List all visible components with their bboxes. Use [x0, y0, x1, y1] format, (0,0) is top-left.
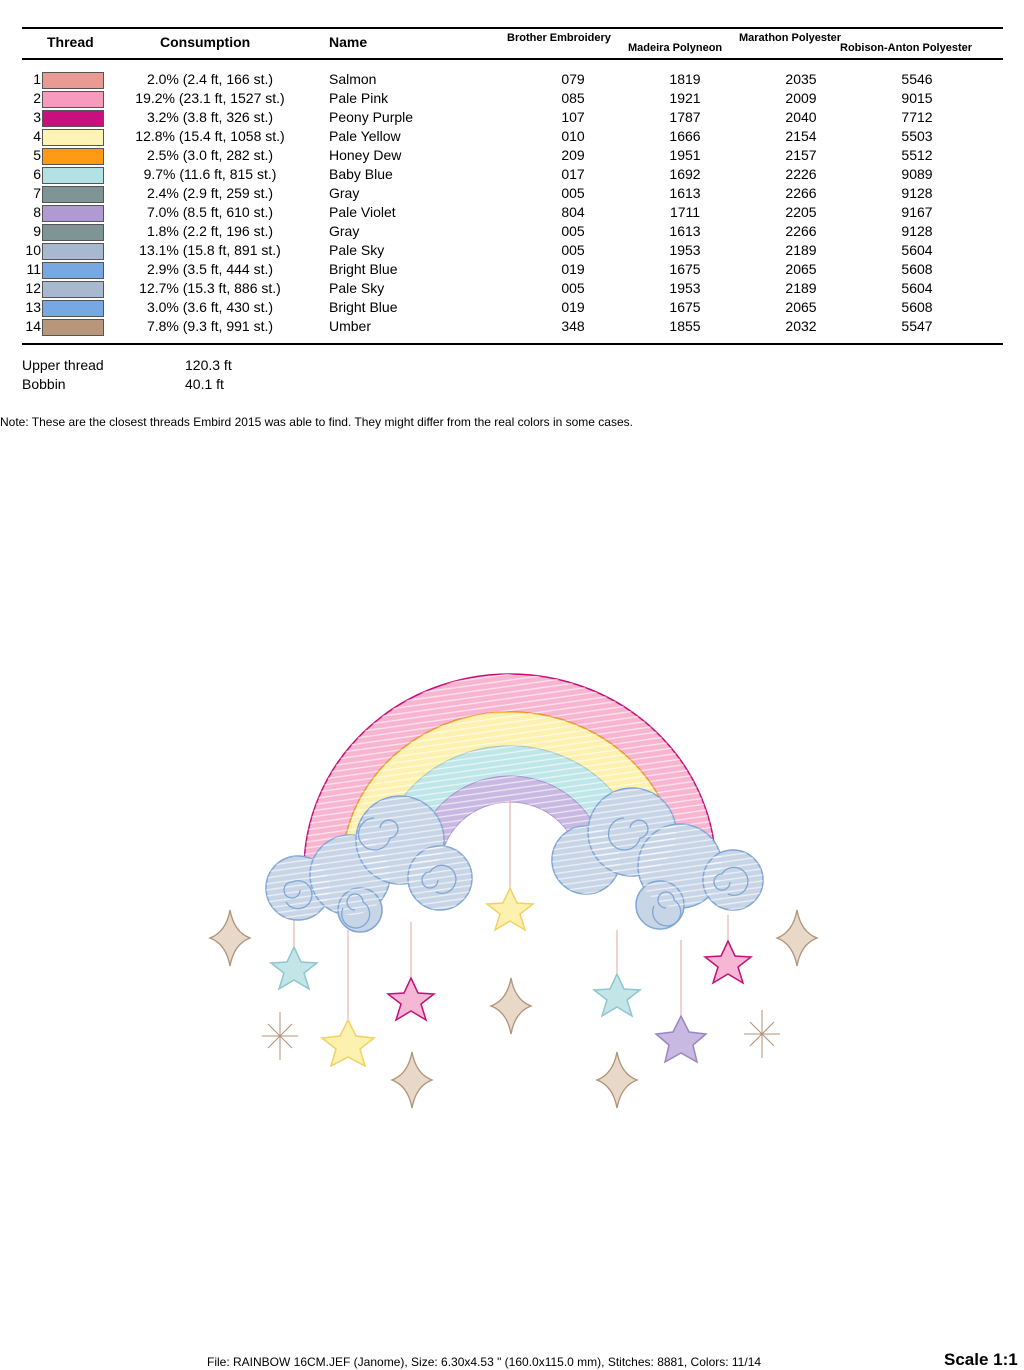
thread-consumption: 7.0% (8.5 ft, 610 st.) [146, 204, 274, 220]
robison-code: 9015 [901, 90, 933, 106]
robison-code: 5512 [901, 147, 933, 163]
marathon-code: 2189 [785, 242, 817, 258]
thread-consumption: 7.8% (9.3 ft, 991 st.) [146, 318, 274, 334]
header-thread: Thread [47, 34, 94, 50]
table-bottom-rule [22, 343, 1003, 345]
header-consumption: Consumption [160, 34, 251, 50]
robison-code: 5608 [901, 261, 933, 277]
header-name: Name [329, 34, 368, 50]
madeira-code: 1921 [669, 90, 701, 106]
color-swatch [42, 281, 104, 298]
brother-code: 804 [561, 204, 585, 220]
star-icon [705, 941, 751, 983]
thread-consumption: 12.7% (15.3 ft, 886 st.) [139, 280, 281, 296]
robison-code: 5503 [901, 128, 933, 144]
color-swatch [42, 186, 104, 203]
madeira-code: 1711 [669, 204, 701, 220]
marathon-code: 2226 [785, 166, 817, 182]
brother-code: 005 [561, 185, 585, 201]
brother-code: 107 [561, 109, 585, 125]
star-icon [487, 888, 533, 930]
marathon-code: 2189 [785, 280, 817, 296]
marathon-code: 2205 [785, 204, 817, 220]
thread-name: Pale Pink [329, 90, 389, 106]
thread-consumption: 19.2% (23.1 ft, 1527 st.) [135, 90, 285, 106]
table-row [0, 71, 1024, 90]
madeira-code: 1666 [669, 128, 701, 144]
thread-note: Note: These are the closest threads Embird 2015 was able to find. They might differ from the real colors in some cases. [0, 415, 633, 429]
madeira-code: 1675 [669, 261, 701, 277]
robison-code: 7712 [901, 109, 933, 125]
marathon-code: 2035 [785, 71, 817, 87]
sparkles [210, 910, 817, 1108]
marathon-code: 2266 [785, 223, 817, 239]
thread-name: Honey Dew [329, 147, 402, 163]
thread-name: Salmon [329, 71, 377, 87]
star-icon [388, 978, 434, 1020]
marathon-code: 2040 [785, 109, 817, 125]
thread-consumption: 12.8% (15.4 ft, 1058 st.) [135, 128, 285, 144]
color-swatch [42, 91, 104, 108]
robison-code: 5547 [901, 318, 933, 334]
robison-code: 9128 [901, 185, 933, 201]
color-swatch [42, 205, 104, 222]
madeira-code: 1613 [669, 223, 701, 239]
thread-number: 3 [33, 109, 41, 125]
sparkle-icon [777, 910, 817, 966]
header-brand-marathon: Marathon Polyester [739, 32, 842, 44]
madeira-code: 1613 [669, 185, 701, 201]
table-header-rule [22, 58, 1003, 60]
thread-name: Bright Blue [329, 299, 398, 315]
robison-code: 9089 [901, 166, 933, 182]
robison-code: 9167 [901, 204, 933, 220]
marathon-code: 2157 [785, 147, 817, 163]
brother-code: 019 [561, 299, 585, 315]
thread-number: 9 [33, 223, 41, 239]
brother-code: 348 [561, 318, 585, 334]
color-swatch [42, 167, 104, 184]
thread-consumption: 1.8% (2.2 ft, 196 st.) [146, 223, 274, 239]
madeira-code: 1819 [669, 71, 701, 87]
thread-consumption: 2.5% (3.0 ft, 282 st.) [146, 147, 274, 163]
sparkle-icon [392, 1052, 432, 1108]
robison-code: 5604 [901, 242, 933, 258]
color-swatch [42, 129, 104, 146]
color-swatch [42, 243, 104, 260]
bobbin-value: 40.1 ft [185, 376, 224, 392]
thread-name: Peony Purple [329, 109, 414, 125]
thread-name: Bright Blue [329, 261, 398, 277]
marathon-code: 2266 [785, 185, 817, 201]
madeira-code: 1675 [669, 299, 701, 315]
thread-name: Pale Sky [329, 280, 385, 296]
thread-name: Umber [329, 318, 372, 334]
star-icon [271, 947, 317, 989]
table-row [0, 280, 1024, 299]
marathon-code: 2065 [785, 261, 817, 277]
brother-code: 005 [561, 242, 585, 258]
table-top-rule [22, 27, 1003, 29]
sparkle-icon [491, 978, 531, 1034]
file-info: File: RAINBOW 16CM.JEF (Janome), Size: 6.30x4.53 " (160.0x115.0 mm), Stitches: 8881, Colors: 11/14 [207, 1355, 762, 1369]
table-row [0, 223, 1024, 242]
table-row [0, 185, 1024, 204]
table-row [0, 261, 1024, 280]
brother-code: 005 [561, 223, 585, 239]
color-swatch [42, 300, 104, 317]
embroidery-preview [200, 660, 824, 1120]
marathon-code: 2065 [785, 299, 817, 315]
brother-code: 209 [561, 147, 585, 163]
madeira-code: 1951 [669, 147, 701, 163]
thread-number: 5 [33, 147, 41, 163]
color-swatch [42, 110, 104, 127]
thread-name: Gray [329, 223, 360, 239]
thread-number: 4 [33, 128, 41, 144]
thread-number: 14 [25, 318, 41, 334]
upper-thread-value: 120.3 ft [185, 357, 232, 373]
robison-code: 5604 [901, 280, 933, 296]
thread-number: 8 [33, 204, 41, 220]
thread-name: Baby Blue [329, 166, 393, 182]
marathon-code: 2032 [785, 318, 817, 334]
brother-code: 019 [561, 261, 585, 277]
thread-consumption: 13.1% (15.8 ft, 891 st.) [139, 242, 281, 258]
star-icon [322, 1020, 374, 1066]
sparkle-icon [597, 1052, 637, 1108]
marathon-code: 2009 [785, 90, 817, 106]
table-row [0, 166, 1024, 185]
brother-code: 005 [561, 280, 585, 296]
table-row [0, 90, 1024, 109]
madeira-code: 1692 [669, 166, 701, 182]
thread-number: 11 [26, 261, 41, 277]
table-row [0, 318, 1024, 337]
color-swatch [42, 148, 104, 165]
upper-thread-label: Upper thread [22, 357, 104, 373]
robison-code: 5546 [901, 71, 933, 87]
color-swatch [42, 319, 104, 336]
star-icon [656, 1016, 706, 1062]
header-brand-brother: Brother Embroidery [507, 32, 611, 44]
color-swatch [42, 72, 104, 89]
header-brand-madeira: Madeira Polyneon [628, 42, 723, 54]
bobbin-label: Bobbin [22, 376, 66, 392]
table-row [0, 204, 1024, 223]
robison-code: 9128 [901, 223, 933, 239]
madeira-code: 1953 [669, 242, 701, 258]
table-row [0, 242, 1024, 261]
thread-consumption: 2.4% (2.9 ft, 259 st.) [146, 185, 274, 201]
thread-number: 2 [33, 90, 41, 106]
thread-name: Gray [329, 185, 360, 201]
thread-number: 1 [33, 71, 41, 87]
thread-number: 10 [25, 242, 41, 258]
thread-consumption: 3.2% (3.8 ft, 326 st.) [146, 109, 274, 125]
header-brand-robison: Robison-Anton Polyester [840, 42, 973, 54]
color-swatch [42, 224, 104, 241]
brother-code: 017 [561, 166, 585, 182]
star-icon [594, 974, 640, 1016]
thread-number: 6 [33, 166, 41, 182]
brother-code: 079 [561, 71, 585, 87]
thread-number: 13 [25, 299, 41, 315]
brother-code: 085 [561, 90, 585, 106]
table-row [0, 147, 1024, 166]
thread-name: Pale Sky [329, 242, 385, 258]
madeira-code: 1953 [669, 280, 701, 296]
color-swatch [42, 262, 104, 279]
brother-code: 010 [561, 128, 585, 144]
madeira-code: 1787 [669, 109, 701, 125]
table-row [0, 299, 1024, 318]
madeira-code: 1855 [669, 318, 701, 334]
thread-consumption: 3.0% (3.6 ft, 430 st.) [146, 299, 274, 315]
table-row [0, 128, 1024, 147]
marathon-code: 2154 [785, 128, 817, 144]
sparkle-icon [210, 910, 250, 966]
thread-name: Pale Yellow [329, 128, 401, 144]
thread-number: 7 [33, 185, 41, 201]
table-row [0, 109, 1024, 128]
thread-number: 12 [25, 280, 41, 296]
thread-consumption: 9.7% (11.6 ft, 815 st.) [143, 166, 277, 182]
thread-consumption: 2.0% (2.4 ft, 166 st.) [146, 71, 274, 87]
thread-consumption: 2.9% (3.5 ft, 444 st.) [146, 261, 274, 277]
thread-name: Pale Violet [329, 204, 396, 220]
scale-label: Scale 1:1 [944, 1350, 1018, 1369]
robison-code: 5608 [901, 299, 933, 315]
